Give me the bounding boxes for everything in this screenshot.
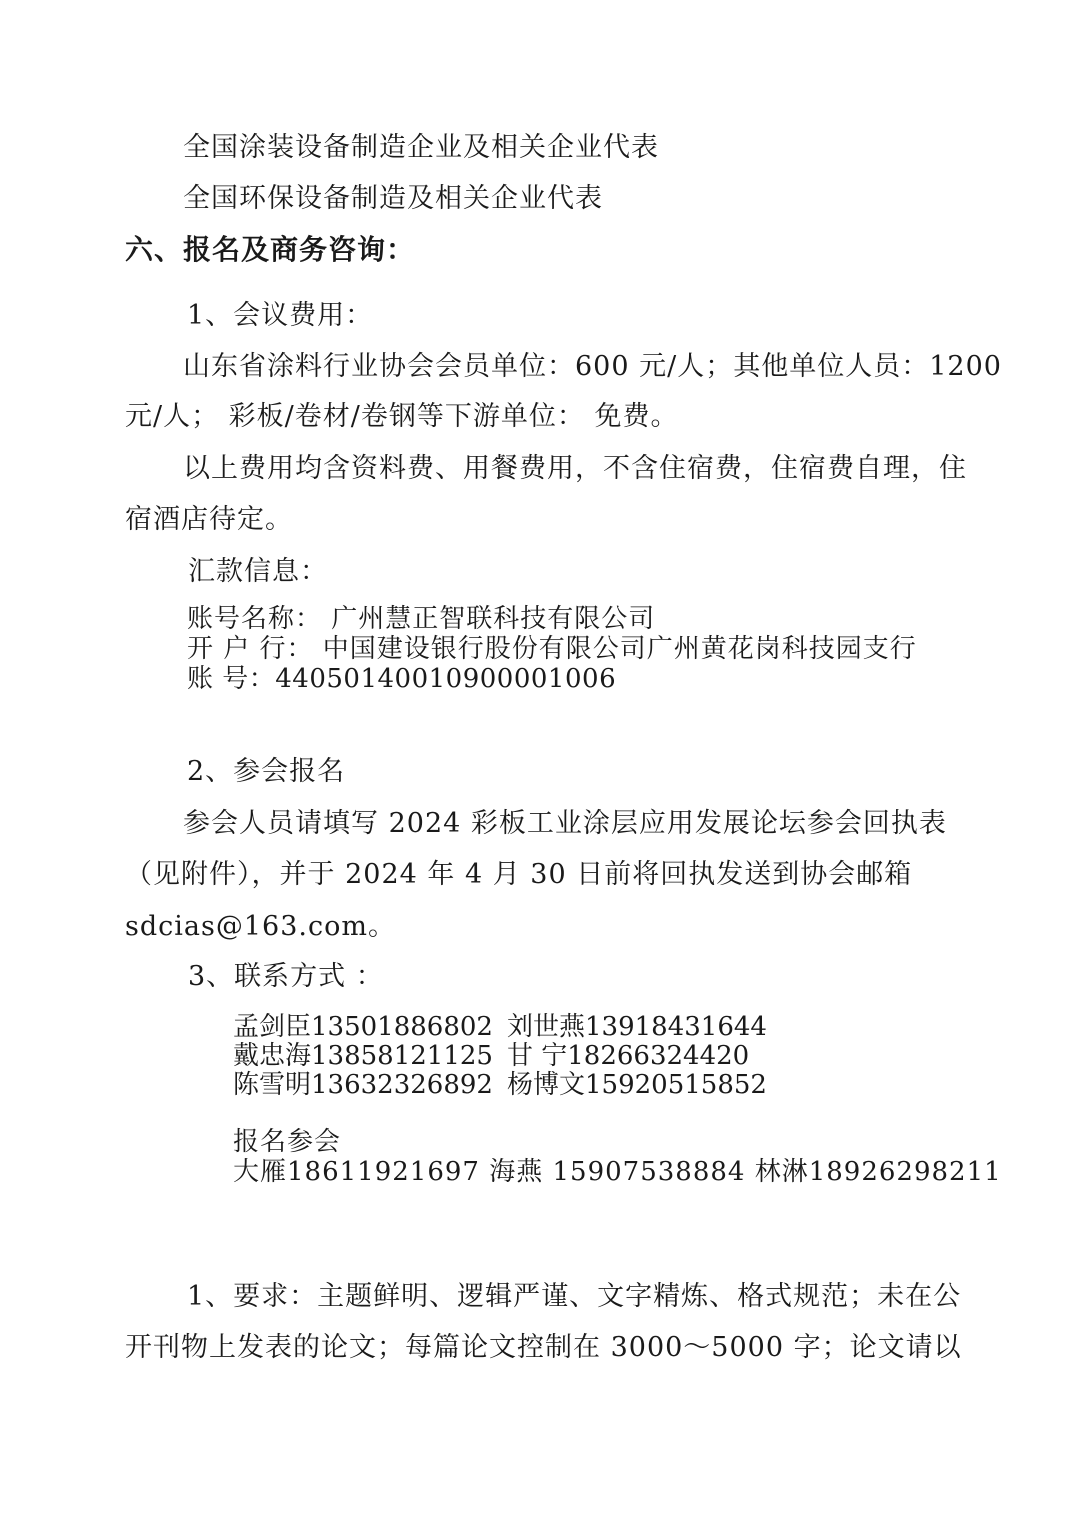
contact-person: 陈雪明13632326892 <box>233 1070 493 1100</box>
registration-heading: 2、参会报名 <box>187 756 346 787</box>
contact-person: 戴忠海13858121125 <box>233 1041 493 1071</box>
contact-heading: 3、联系方式 ： <box>188 961 384 992</box>
signup-contacts: 大雁18611921697 海燕 15907538884 林淋18926298211 <box>233 1157 1002 1187</box>
contact-row <box>0 1012 767 1042</box>
contact-row <box>0 1070 767 1100</box>
bank-name: 开 户 行： 中国建设银行股份有限公司广州黄花岗科技园支行 <box>187 634 917 664</box>
contact-person: 刘世燕13918431644 <box>507 1012 767 1042</box>
remittance-heading: 汇款信息： <box>188 556 328 587</box>
contact-person: 甘 宁18266324420 <box>507 1041 750 1071</box>
registration-line-1: 参会人员请填写 2024 彩板工业涂层应用发展论坛参会回执表 <box>183 808 947 839</box>
signup-label: 报名参会 <box>233 1127 342 1157</box>
fee-line-1: 山东省涂料行业协会会员单位：600 元/人；其他单位人员：1200 <box>183 351 1002 382</box>
attendee-line-2: 全国环保设备制造及相关企业代表 <box>183 183 603 214</box>
contact-person: 杨博文15920515852 <box>507 1070 767 1100</box>
fee-heading: 1、会议费用： <box>187 300 374 331</box>
contact-person: 孟剑臣13501886802 <box>233 1012 493 1042</box>
fee-line-2: 元/人； 彩板/卷材/卷钢等下游单位： 免费。 <box>125 401 679 432</box>
fee-note-line-1: 以上费用均含资料费、用餐费用，不含住宿费，住宿费自理，住 <box>183 453 967 484</box>
paper-requirement-line-1: 1、要求：主题鲜明、逻辑严谨、文字精炼、格式规范；未在公 <box>187 1281 962 1312</box>
paper-requirement-line-2: 开刊物上发表的论文；每篇论文控制在 3000～5000 字；论文请以 <box>125 1332 962 1363</box>
account-name: 账号名称： 广州慧正智联科技有限公司 <box>187 604 656 634</box>
attendee-line-1: 全国涂装设备制造企业及相关企业代表 <box>183 132 659 163</box>
section-title: 六、报名及商务咨询： <box>125 233 416 266</box>
registration-line-2: （见附件），并于 2024 年 4 月 30 日前将回执发送到协会邮箱 <box>125 859 913 890</box>
contact-row <box>0 1041 750 1071</box>
registration-email: sdcias@163.com。 <box>125 911 396 942</box>
account-number: 账 号：44050140010900001006 <box>187 664 617 694</box>
fee-note-line-2: 宿酒店待定。 <box>125 504 293 535</box>
